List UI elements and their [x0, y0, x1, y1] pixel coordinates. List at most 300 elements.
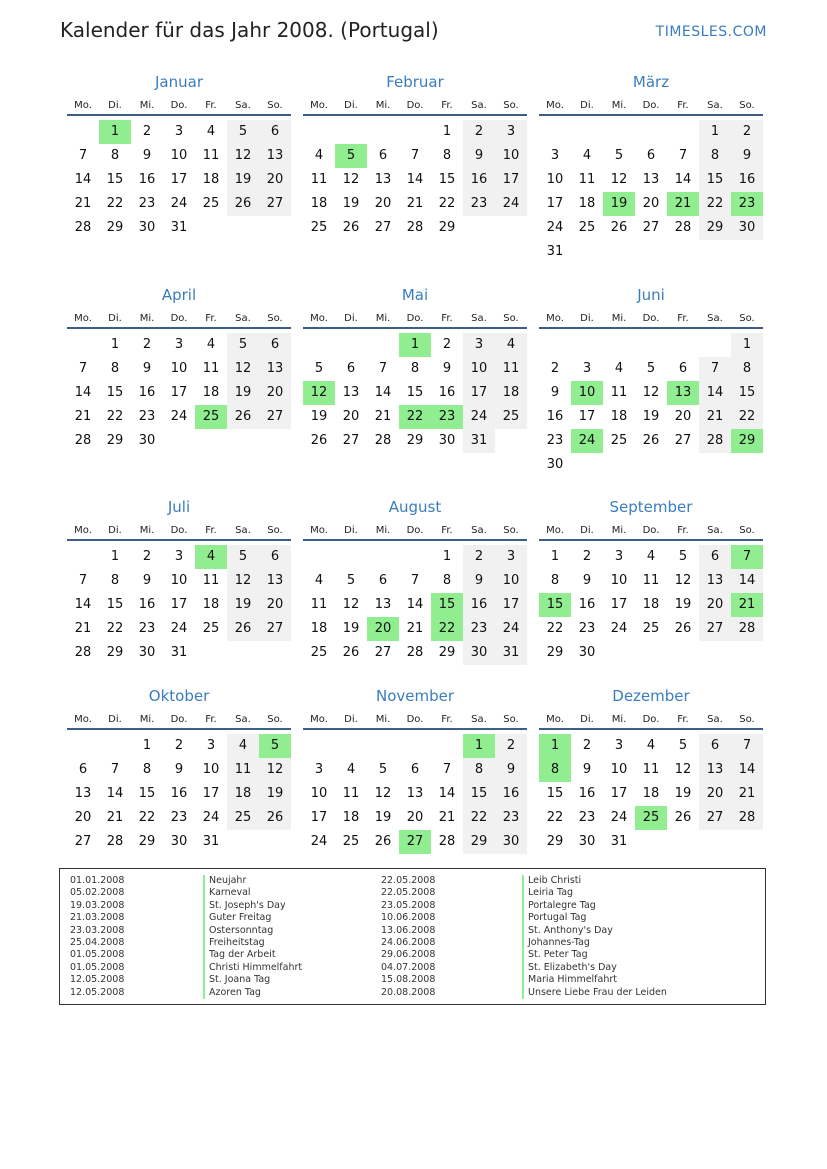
day-cell: 20 [259, 593, 291, 617]
day-cell: 2 [142, 337, 152, 352]
holiday-date: 05.02.2008 [70, 887, 125, 899]
day-cell: 16 [138, 597, 156, 612]
holiday-name: Portugal Tag [522, 912, 586, 924]
empty-cell [99, 734, 131, 758]
day-cell: 28 [674, 220, 692, 235]
day-cell: 14 [74, 172, 92, 187]
day-cell: 18 [610, 409, 628, 424]
holiday-name: Christi Himmelfahrt [203, 962, 302, 974]
holiday-date: 12.05.2008 [70, 986, 125, 998]
empty-cell [303, 333, 335, 357]
day-cell: 28 [406, 220, 424, 235]
day-cell: 15 [406, 385, 424, 400]
day-cell: 1 [442, 124, 452, 139]
day-cell: 24 [610, 621, 628, 636]
holiday-name: Johannes-Tag [522, 937, 590, 949]
empty-cell [603, 120, 635, 144]
day-cell: 9 [550, 385, 560, 400]
weekday-label: Fr. [441, 100, 453, 111]
empty-cell [539, 120, 571, 144]
weekday-label: Mi. [611, 313, 627, 324]
day-cell: 19 [259, 782, 291, 806]
empty-cell [699, 333, 731, 357]
day-cell: 26 [227, 617, 259, 641]
day-cell: 3 [463, 333, 495, 357]
day-cell: 25 [495, 405, 527, 429]
day-cell: 3 [582, 361, 592, 376]
holiday-name: St. Elizabeth's Day [522, 962, 617, 974]
weekday-label: So. [503, 313, 519, 324]
holiday-date: 04.07.2008 [381, 961, 436, 973]
weekday-label: Sa. [235, 313, 251, 324]
day-cell: 14 [74, 597, 92, 612]
day-cell: 13 [259, 144, 291, 168]
day-cell: 9 [582, 762, 592, 777]
day-cell: 15 [463, 782, 495, 806]
day-cell: 22 [106, 621, 124, 636]
weekday-label: Sa. [235, 714, 251, 725]
day-cell: 14 [406, 597, 424, 612]
day-cell: 18 [578, 196, 596, 211]
weekday-label: Do. [406, 714, 424, 725]
day-cell: 19 [310, 409, 328, 424]
day-cell: 29 [438, 645, 456, 660]
day-cell: 13 [374, 172, 392, 187]
weekday-label: Di. [344, 313, 358, 324]
month-name: Februar [386, 73, 444, 91]
day-cell: 1 [142, 738, 152, 753]
weekday-label: Mi. [139, 714, 155, 725]
day-cell: 31 [610, 834, 628, 849]
weekday-label: Di. [108, 313, 122, 324]
days-grid [539, 545, 763, 665]
day-cell: 8 [110, 361, 120, 376]
day-cell: 12 [610, 172, 628, 187]
day-cell: 3 [495, 545, 527, 569]
day-cell: 10 [610, 573, 628, 588]
day-cell: 27 [342, 433, 360, 448]
month-name: Dezember [612, 687, 690, 705]
day-cell: 7 [678, 148, 688, 163]
day-cell: 31 [202, 834, 220, 849]
day-cell: 15 [106, 172, 124, 187]
weekday-header [67, 98, 291, 116]
day-cell: 25 [227, 806, 259, 830]
day-cell: 26 [374, 834, 392, 849]
empty-cell [303, 120, 335, 144]
weekday-label: Sa. [471, 313, 487, 324]
holiday-name: St. Joseph's Day [203, 900, 286, 912]
day-cell: 5 [646, 361, 656, 376]
day-cell: 5 [678, 738, 688, 753]
days-grid [539, 120, 763, 264]
day-cell: 12 [674, 573, 692, 588]
day-cell: 27 [259, 192, 291, 216]
month-calendar [67, 686, 291, 854]
holiday-date: 01.05.2008 [70, 949, 125, 961]
holiday-day-cell: 22 [431, 617, 463, 641]
holiday-day-cell: 25 [635, 806, 667, 830]
month-calendar [303, 72, 527, 240]
month-name: Juni [637, 286, 665, 304]
holiday-date: 29.06.2008 [381, 949, 436, 961]
days-grid [303, 120, 527, 240]
day-cell: 14 [731, 569, 763, 593]
day-cell: 20 [342, 409, 360, 424]
day-cell: 15 [106, 385, 124, 400]
day-cell: 15 [699, 168, 731, 192]
day-cell: 11 [642, 573, 660, 588]
day-cell: 18 [202, 385, 220, 400]
day-cell: 25 [342, 834, 360, 849]
day-cell: 6 [410, 762, 420, 777]
day-cell: 16 [731, 168, 763, 192]
holiday-date: 25.04.2008 [70, 937, 125, 948]
month-calendar [67, 497, 291, 665]
weekday-label: Sa. [471, 525, 487, 536]
day-cell: 28 [438, 834, 456, 849]
day-cell: 13 [74, 786, 92, 801]
day-cell: 13 [259, 357, 291, 381]
day-cell: 9 [731, 144, 763, 168]
day-cell: 17 [170, 172, 188, 187]
day-cell: 17 [610, 597, 628, 612]
weekday-label: Do. [406, 100, 424, 111]
weekday-label: So. [267, 525, 283, 536]
days-grid [67, 333, 291, 453]
day-cell: 2 [582, 549, 592, 564]
empty-cell [367, 734, 399, 758]
day-cell: 3 [206, 738, 216, 753]
day-cell: 14 [674, 172, 692, 187]
holiday-date: 22.05.2008 [381, 887, 436, 899]
weekday-label: Mo. [546, 714, 564, 725]
day-cell: 10 [202, 762, 220, 777]
day-cell: 20 [74, 810, 92, 825]
day-cell: 29 [106, 220, 124, 235]
weekday-header [303, 712, 527, 730]
empty-cell [335, 120, 367, 144]
day-cell: 13 [342, 385, 360, 400]
day-cell: 17 [578, 409, 596, 424]
day-cell: 20 [406, 810, 424, 825]
weekday-header [303, 523, 527, 541]
day-cell: 11 [642, 762, 660, 777]
day-cell: 29 [438, 220, 456, 235]
holiday-name: Karneval [203, 887, 251, 899]
day-cell: 21 [74, 621, 92, 636]
day-cell: 21 [406, 196, 424, 211]
day-cell: 7 [699, 357, 731, 381]
holiday-day-cell: 22 [399, 405, 431, 429]
day-cell: 9 [142, 148, 152, 163]
day-cell: 31 [495, 641, 527, 665]
day-cell: 18 [227, 782, 259, 806]
empty-cell [367, 333, 399, 357]
weekday-label: Mi. [611, 525, 627, 536]
day-cell: 13 [699, 758, 731, 782]
day-cell: 23 [138, 621, 156, 636]
day-cell: 24 [170, 196, 188, 211]
day-cell: 27 [259, 405, 291, 429]
holiday-day-cell: 8 [539, 758, 571, 782]
weekday-label: Sa. [707, 313, 723, 324]
day-cell: 30 [578, 834, 596, 849]
page-title: Kalender für das Jahr 2008. (Portugal) [60, 18, 439, 42]
empty-cell [335, 734, 367, 758]
empty-cell [539, 333, 571, 357]
day-cell: 23 [170, 810, 188, 825]
day-cell: 2 [550, 361, 560, 376]
day-cell: 17 [495, 593, 527, 617]
weekday-label: Fr. [677, 714, 689, 725]
day-cell: 29 [106, 433, 124, 448]
day-cell: 24 [170, 621, 188, 636]
day-cell: 4 [227, 734, 259, 758]
day-cell: 9 [495, 758, 527, 782]
day-cell: 4 [314, 148, 324, 163]
weekday-label: So. [739, 525, 755, 536]
empty-cell [635, 333, 667, 357]
day-cell: 6 [346, 361, 356, 376]
day-cell: 2 [495, 734, 527, 758]
day-cell: 28 [374, 433, 392, 448]
day-cell: 27 [259, 617, 291, 641]
day-cell: 21 [74, 409, 92, 424]
weekday-label: Mi. [139, 313, 155, 324]
day-cell: 3 [550, 148, 560, 163]
holiday-day-cell: 5 [335, 144, 367, 168]
day-cell: 21 [406, 621, 424, 636]
weekday-label: Do. [170, 313, 188, 324]
day-cell: 29 [406, 433, 424, 448]
weekday-header [539, 523, 763, 541]
day-cell: 5 [678, 549, 688, 564]
weekday-label: Di. [580, 714, 594, 725]
day-cell: 2 [731, 120, 763, 144]
day-cell: 27 [674, 433, 692, 448]
month-calendar [67, 72, 291, 240]
month-name: März [632, 73, 670, 91]
weekday-label: Mo. [546, 313, 564, 324]
day-cell: 20 [699, 782, 731, 806]
day-cell: 7 [410, 148, 420, 163]
weekday-label: Mi. [611, 100, 627, 111]
day-cell: 26 [259, 806, 291, 830]
day-cell: 19 [342, 196, 360, 211]
day-cell: 10 [170, 361, 188, 376]
day-cell: 4 [314, 573, 324, 588]
day-cell: 24 [463, 405, 495, 429]
holiday-name: Leiria Tag [522, 887, 573, 899]
holiday-name: St. Joana Tag [203, 974, 270, 986]
day-cell: 24 [610, 810, 628, 825]
empty-cell [399, 120, 431, 144]
day-cell: 24 [495, 617, 527, 641]
weekday-label: Sa. [471, 714, 487, 725]
weekday-label: Mi. [139, 100, 155, 111]
day-cell: 14 [731, 758, 763, 782]
day-cell: 28 [731, 617, 763, 641]
day-cell: 14 [438, 786, 456, 801]
empty-cell [571, 120, 603, 144]
day-cell: 11 [202, 573, 220, 588]
day-cell: 10 [170, 148, 188, 163]
day-cell: 3 [495, 120, 527, 144]
holiday-day-cell: 13 [667, 381, 699, 405]
day-cell: 2 [442, 337, 452, 352]
holiday-day-cell: 1 [463, 734, 495, 758]
weekday-label: Mo. [310, 100, 328, 111]
day-cell: 21 [699, 405, 731, 429]
weekday-label: Sa. [707, 100, 723, 111]
day-cell: 14 [74, 385, 92, 400]
holiday-day-cell: 24 [571, 429, 603, 453]
weekday-label: Di. [580, 525, 594, 536]
empty-cell [603, 333, 635, 357]
day-cell: 19 [642, 409, 660, 424]
day-cell: 3 [174, 124, 184, 139]
day-cell: 6 [699, 545, 731, 569]
day-cell: 3 [314, 762, 324, 777]
weekday-label: So. [267, 313, 283, 324]
day-cell: 12 [227, 357, 259, 381]
day-cell: 11 [578, 172, 596, 187]
holiday-day-cell: 10 [571, 381, 603, 405]
day-cell: 8 [699, 144, 731, 168]
day-cell: 4 [646, 738, 656, 753]
day-cell: 25 [610, 433, 628, 448]
month-name: Juli [167, 498, 191, 516]
weekday-label: Mo. [74, 100, 92, 111]
day-cell: 10 [495, 569, 527, 593]
day-cell: 6 [259, 333, 291, 357]
day-cell: 30 [138, 645, 156, 660]
empty-cell [67, 333, 99, 357]
brand-link[interactable]: TIMESLES.COM [655, 24, 767, 40]
day-cell: 31 [546, 244, 564, 259]
day-cell: 11 [227, 758, 259, 782]
holiday-day-cell: 21 [667, 192, 699, 216]
day-cell: 11 [202, 148, 220, 163]
day-cell: 13 [642, 172, 660, 187]
day-cell: 20 [259, 381, 291, 405]
day-cell: 22 [546, 621, 564, 636]
weekday-label: Sa. [471, 100, 487, 111]
day-cell: 8 [142, 762, 152, 777]
day-cell: 3 [614, 738, 624, 753]
weekday-label: Mi. [375, 714, 391, 725]
day-cell: 10 [495, 144, 527, 168]
holiday-day-cell: 27 [399, 830, 431, 854]
day-cell: 16 [170, 786, 188, 801]
day-cell: 30 [495, 830, 527, 854]
day-cell: 16 [578, 597, 596, 612]
day-cell: 18 [202, 597, 220, 612]
weekday-label: So. [503, 714, 519, 725]
day-cell: 15 [106, 597, 124, 612]
day-cell: 1 [110, 337, 120, 352]
day-cell: 13 [699, 569, 731, 593]
holiday-day-cell: 7 [731, 545, 763, 569]
day-cell: 2 [463, 120, 495, 144]
holiday-date: 21.03.2008 [70, 912, 125, 924]
day-cell: 19 [342, 621, 360, 636]
day-cell: 7 [78, 361, 88, 376]
day-cell: 31 [463, 429, 495, 453]
weekday-label: Sa. [235, 100, 251, 111]
day-cell: 8 [110, 573, 120, 588]
day-cell: 24 [202, 810, 220, 825]
weekday-label: Do. [406, 313, 424, 324]
day-cell: 30 [170, 834, 188, 849]
weekday-header [67, 712, 291, 730]
weekday-label: So. [503, 100, 519, 111]
month-name: Mai [401, 286, 429, 304]
day-cell: 21 [106, 810, 124, 825]
month-name: April [161, 286, 197, 304]
holiday-name: Portalegre Tag [522, 900, 596, 912]
day-cell: 4 [646, 549, 656, 564]
day-cell: 6 [378, 573, 388, 588]
day-cell: 28 [406, 645, 424, 660]
day-cell: 24 [495, 192, 527, 216]
day-cell: 12 [342, 597, 360, 612]
month-calendar [539, 686, 763, 854]
day-cell: 27 [374, 645, 392, 660]
day-cell: 16 [546, 409, 564, 424]
day-cell: 18 [202, 172, 220, 187]
holiday-date: 12.05.2008 [70, 974, 125, 986]
day-cell: 16 [138, 172, 156, 187]
day-cell: 27 [74, 834, 92, 849]
weekday-label: Di. [580, 100, 594, 111]
day-cell: 12 [342, 172, 360, 187]
holiday-day-cell: 23 [731, 192, 763, 216]
weekday-label: Do. [170, 525, 188, 536]
day-cell: 29 [138, 834, 156, 849]
days-grid [539, 734, 763, 854]
day-cell: 17 [170, 385, 188, 400]
day-cell: 9 [442, 361, 452, 376]
day-cell: 30 [138, 220, 156, 235]
day-cell: 6 [259, 545, 291, 569]
holiday-date: 24.06.2008 [381, 937, 436, 948]
holiday-day-cell: 21 [731, 593, 763, 617]
day-cell: 11 [610, 385, 628, 400]
day-cell: 12 [642, 385, 660, 400]
day-cell: 16 [463, 168, 495, 192]
day-cell: 7 [731, 734, 763, 758]
weekday-header [303, 311, 527, 329]
day-cell: 9 [463, 144, 495, 168]
day-cell: 31 [170, 645, 188, 660]
day-cell: 29 [699, 216, 731, 240]
day-cell: 10 [170, 573, 188, 588]
day-cell: 26 [227, 405, 259, 429]
day-cell: 8 [463, 758, 495, 782]
weekday-label: Mo. [310, 714, 328, 725]
holiday-name: Azoren Tag [203, 987, 261, 999]
day-cell: 7 [442, 762, 452, 777]
day-cell: 11 [310, 172, 328, 187]
weekday-label: Fr. [205, 100, 217, 111]
empty-cell [635, 120, 667, 144]
day-cell: 13 [259, 569, 291, 593]
day-cell: 28 [699, 429, 731, 453]
weekday-label: Mi. [375, 525, 391, 536]
day-cell: 25 [642, 621, 660, 636]
